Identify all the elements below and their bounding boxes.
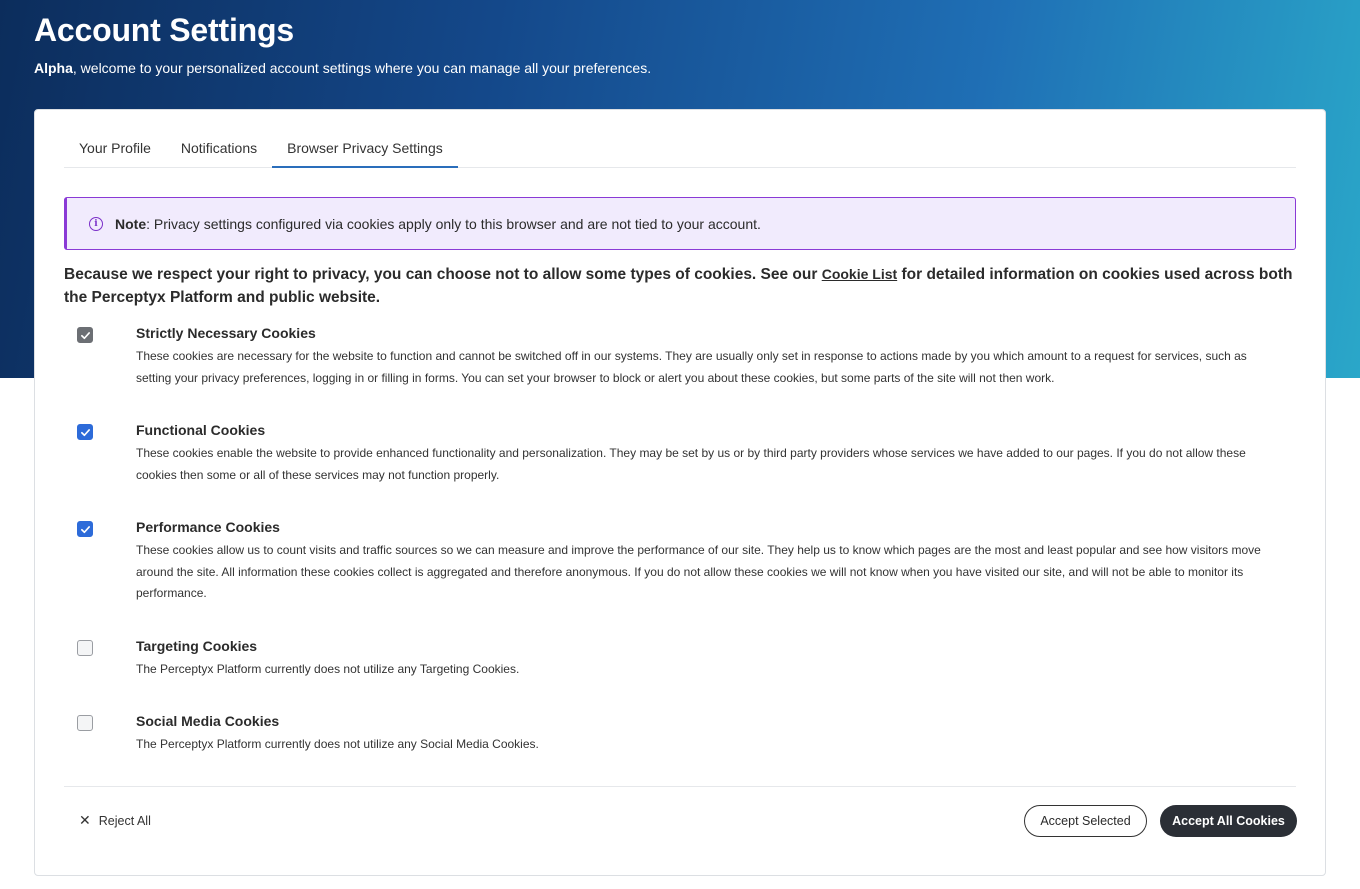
functional-checkbox[interactable] <box>77 424 93 440</box>
performance-checkbox[interactable] <box>77 521 93 537</box>
note-body: : Privacy settings configured via cookies apply only to this browser and are not tied to your account. <box>146 215 761 232</box>
cookie-description: The Perceptyx Platform currently does not utilize any Social Media Cookies. <box>136 737 539 751</box>
accept-all-cookies-button[interactable]: Accept All Cookies <box>1160 805 1297 837</box>
check-icon <box>80 524 91 535</box>
user-name: Alpha <box>34 60 73 76</box>
close-icon: ✕ <box>79 812 91 828</box>
cookie-list-link[interactable]: Cookie List <box>821 266 898 282</box>
accept-selected-button[interactable]: Accept Selected <box>1024 805 1147 837</box>
intro-text-before: Because we respect your right to privacy, you can choose not to allow some types of cookies. See our <box>64 266 822 283</box>
welcome-subtitle <box>34 60 651 76</box>
tab-notifications[interactable]: Notifications <box>180 140 258 156</box>
tab-your-profile[interactable]: Your Profile <box>79 140 151 156</box>
footer-divider <box>64 786 1296 787</box>
note-label: Note <box>115 215 147 232</box>
check-icon <box>80 427 91 438</box>
cookie-title: Targeting Cookies <box>136 638 258 654</box>
cookie-description: The Perceptyx Platform currently does not utilize any Targeting Cookies. <box>136 662 520 676</box>
cookie-title: Functional Cookies <box>136 422 266 438</box>
check-icon <box>80 330 91 341</box>
cookie-description: These cookies are necessary for the website to function and cannot be switched off in our systems. They are usually only set in response to actions made by you which amount to a request for services, such as setting your privacy preferences, logging in or filling in forms. You can set your browser to block or alert you about these cookies, but some parts of the site will not then work. <box>136 349 1247 385</box>
strictly-necessary-checkbox <box>77 327 93 343</box>
social-media-checkbox[interactable] <box>77 715 93 731</box>
privacy-note-banner <box>64 197 1296 250</box>
reject-all-label: Reject All <box>98 813 151 828</box>
welcome-text: , welcome to your personalized account settings where you can manage all your preferences. <box>72 60 652 76</box>
cookie-title: Strictly Necessary Cookies <box>136 325 316 341</box>
privacy-intro <box>64 263 1304 309</box>
intro-text-after: for detailed information on cookies used across both the Perceptyx Platform and public website. <box>64 266 1293 306</box>
cookie-description: These cookies allow us to count visits and traffic sources so we can measure and improve the performance of our site. They help us to know which pages are the most and least popular and see how visitors move around the site. All information these cookies collect is aggregated and therefore anonymous. If you do not allow these cookies we will not know when you have visited our site, and will not be able to monitor its performance. <box>136 543 1261 600</box>
cookie-title: Performance Cookies <box>136 519 280 535</box>
tab-browser-privacy-settings[interactable]: Browser Privacy Settings <box>272 130 458 168</box>
info-icon: i <box>89 217 103 231</box>
cookie-description: These cookies enable the website to provide enhanced functionality and personalization. They may be set by us or by third party providers whose services we have added to our pages. If you do not allow these cookies then some or all of these services may not function properly. <box>136 446 1246 482</box>
tab-bar <box>64 130 1296 168</box>
targeting-checkbox[interactable] <box>77 640 93 656</box>
page-title: Account Settings <box>34 12 294 48</box>
note-text <box>115 216 761 232</box>
cookie-title: Social Media Cookies <box>136 713 280 729</box>
settings-card <box>34 109 1326 876</box>
reject-all-button[interactable] <box>79 812 151 829</box>
